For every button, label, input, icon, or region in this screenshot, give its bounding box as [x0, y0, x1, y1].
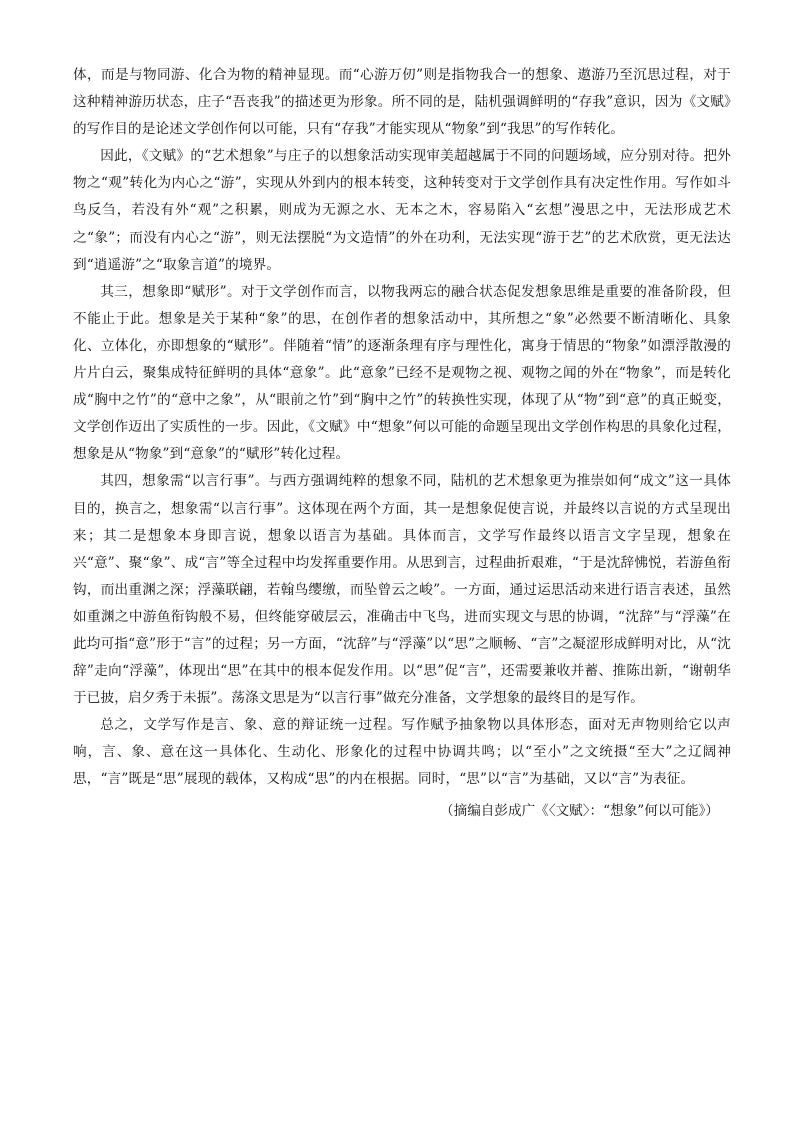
paragraph-fourth-point: 其四，想象需“以言行事”。与西方强调纯粹的想象不同，陆机的艺术想象更为推崇如何“成文”这一具体目的，换言之，想象需“以言行事”。这体现在两个方面，其一是想象促使言说，并最终以言说的方式呈现出来；其二是想象本身即言说，想象以语言为基础。具体而言，文学写作最终以语言文字呈现，想象在兴“意”、聚“象”、成“言”等全过程中均发挥重要作用。从思到言，过程曲折艰难，“于是沈辞怫悦，若游鱼衔钩，而出重渊之深；浮藻联翩，若翰鸟缨缴，而坠曾云之峻”。一方面，通过运思活动来进行语言表述，虽然如重渊之中游鱼衔钩般不易，但终能穿破层云，准确击中飞鸟，进而实现文与思的协调，“沈辞”与“浮藻”在此均可指“意”形于“言”的过程；另一方面，“沈辞”与“浮藻”以“思”之顺畅、“言”之凝涩形成鲜明对比，从“沈辞”走向“浮藻”，体现出“思”在其中的根本促发作用。以“思”促“言”，还需要兼收并蓄、推陈出新，“谢朝华于已披，启夕秀于未振”。荡涤文思是为“以言行事”做充分准备，文学想象的最终目的是写作。: [73, 473, 731, 707]
paragraph-conclusion: 总之，文学写作是言、象、意的辩证统一过程。写作赋予抽象物以具体形态，面对无声物则给它以声响，言、象、意在这一具体化、生动化、形象化的过程中协调共鸣；以“至小”之文统摄“至大”之辽阔神思，“言”既是“思”展现的载体，又构成“思”的内在根据。同时，“思”以“言”为基础，又以“言”为表征。: [73, 717, 731, 788]
paragraph-therefore: 因此，《文赋》的“艺术想象”与庄子的以想象活动实现审美超越属于不同的问题场域，应分别对待。把外物之“观”转化为内心之“游”，实现从外到内的根本转变，这种转变对于文学创作具有决定性作用。写作如斗鸟反刍，若没有外“观”之积累，则成为无源之水、无本之木，容易陷入“玄想”漫思之中，无法形成艺术之“象”；而没有内心之“游”，则无法摆脱“为文造情”的外在功利，无法实现“游于艺”的艺术欣赏，更无法达到“逍遥游”之“取象言道”的境界。: [73, 148, 731, 273]
paragraph-third-point: 其三，想象即“赋形”。对于文学创作而言，以物我两忘的融合状态促发想象思维是重要的准备阶段，但不能止于此。想象是关于某种“象”的思，在创作者的想象活动中，其所想之“象”必然要不断清晰化、具象化、立体化，亦即想象的“赋形”。伴随着“情”的逐渐条理有序与理性化，寓身于情思的“物象”如漂浮散漫的片片白云，聚集成特征鲜明的具体“意象”。此“意象”已经不是观物之视、观物之闻的外在“物象”，而是转化成“胸中之竹”的“意中之象”，从“眼前之竹”到“胸中之竹”的转换性实现，体现了从“物”到“意”的真正蜕变，文学创作迈出了实质性的一步。因此，《文赋》中“想象”何以可能的命题呈现出文学创作构思的具象化过程，想象是从“物象”到“意象”的“赋形”转化过程。: [73, 283, 731, 463]
source-citation: （摘编自彭成广《〈文赋〉：“想象”何以可能》）: [440, 802, 719, 819]
paragraph-continuation: 体，而是与物同游、化合为物的精神显现。而“心游万仞”则是指物我合一的想象、遨游乃至沉思过程，对于这种精神游历状态，庄子“吾丧我”的描述更为形象。所不同的是，陆机强调鲜明的“存我”意识，因为《文赋》的写作目的是论述文学创作何以可能，只有“存我”才能实现从“物象”到“我思”的写作转化。: [73, 67, 731, 138]
document-page: [73, 62, 731, 825]
